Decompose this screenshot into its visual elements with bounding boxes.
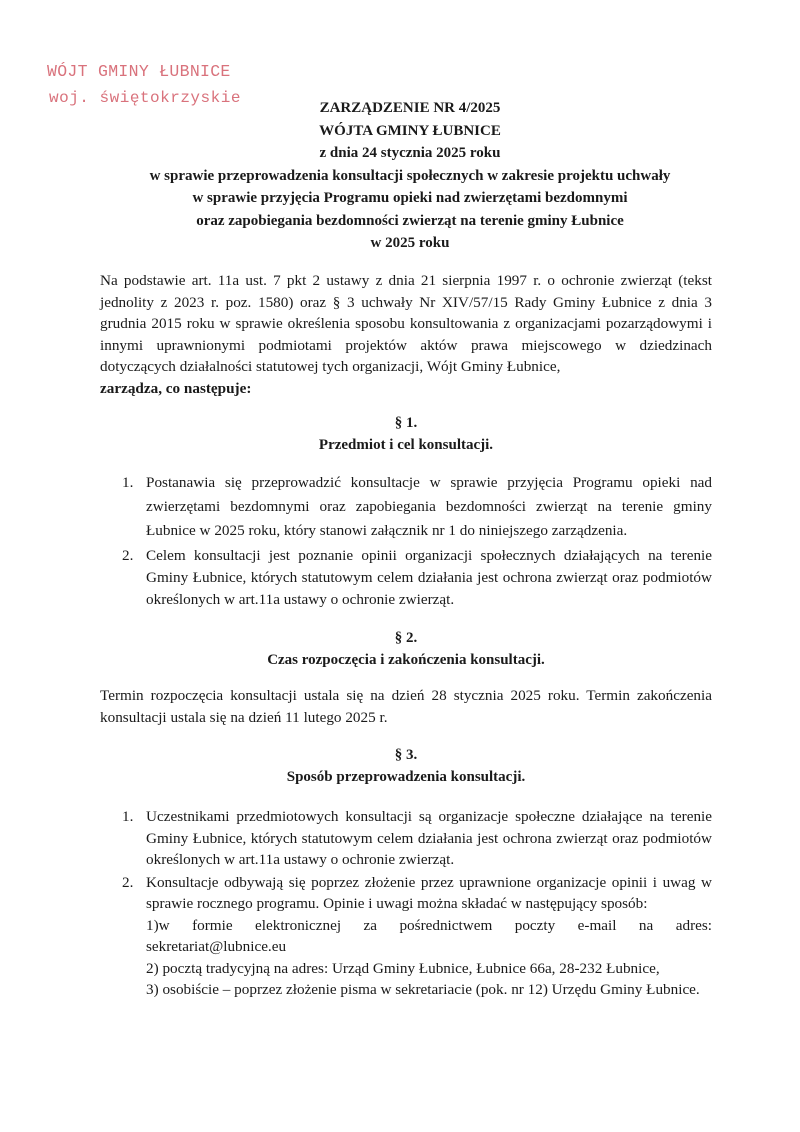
list-item-text: Uczestnikami przedmiotowych konsultacji są organizacje społeczne działające na terenie Gminy Łubnice, których statutowym celem działania jest ochrona zwierząt oraz podmiotów określonych w art.11a ustawy o ochronie zwierząt. xyxy=(146,808,712,868)
preamble xyxy=(100,270,712,399)
section-1-header xyxy=(100,412,712,456)
list-item-number: 2. xyxy=(122,547,134,564)
title-line: WÓJTA GMINY ŁUBNICE xyxy=(319,122,501,139)
section-2-heading: Czas rozpoczęcia i zakończenia konsultacji. xyxy=(267,652,545,668)
title-line: ZARZĄDZENIE NR 4/2025 xyxy=(319,100,501,116)
section-1-heading: Przedmiot i cel konsultacji. xyxy=(318,437,494,453)
method-email-address: sekretariat@lubnice.eu xyxy=(146,938,287,955)
title-line: oraz zapobiegania bezdomności zwierząt na terenie gminy Łubnice xyxy=(196,212,624,229)
list-item-text: Konsultacje odbywają się poprzez złożenie przez uprawnione organizacje opinii i uwag w sprawie rocznego programu. Opinie i uwagi można składać w następujący sposób: xyxy=(146,873,712,912)
method-email: 1)w formie elektronicznej za pośrednictwem poczty e-mail na adres: xyxy=(146,916,712,934)
title-line: w sprawie przyjęcia Programu opieki nad zwierzętami bezdomnymi xyxy=(192,190,628,206)
title-line: w 2025 roku xyxy=(370,235,450,251)
method-post: 2) pocztą tradycyjną na adres: Urząd Gminy Łubnice, Łubnice 66a, 28-232 Łubnice, xyxy=(146,959,660,977)
list-item-text: Celem konsultacji jest poznanie opinii organizacji społecznych działających na terenie Gminy Łubnice, których statutowym celem działania jest ochrona zwierząt oraz podmiotów określonych w art.11a ustawy o ochronie zwierząt. xyxy=(146,547,712,608)
section-3-list xyxy=(100,806,712,1001)
list-item-number: 2. xyxy=(122,873,134,891)
stamp-line-office: WÓJT GMINY ŁUBNICE xyxy=(47,62,231,81)
section-3-heading: Sposób przeprowadzenia konsultacji. xyxy=(286,769,526,785)
section-3-header xyxy=(100,744,712,788)
preamble-closing: zarządza, co następuje: xyxy=(100,379,252,397)
list-item xyxy=(100,872,712,1001)
document-title xyxy=(110,97,710,255)
section-1-number: § 1. xyxy=(394,415,418,431)
section-2-text: Termin rozpoczęcia konsultacji ustala się na dzień 28 stycznia 2025 roku. Termin zakończenia konsultacji ustala się na dzień 11 lutego 2025 r. xyxy=(100,687,712,726)
section-3-number: § 3. xyxy=(394,747,418,763)
list-item xyxy=(100,471,712,543)
list-item-text: Postanawia się przeprowadzić konsultacje w sprawie przyjęcia Programu opieki nad zwierzętami bezdomnymi oraz zapobiegania bezdomności zwierząt na terenie gminy Łubnice w 2025 roku, który stanowi załącznik nr 1 do niniejszego zarządzenia. xyxy=(146,474,712,539)
section-2-header xyxy=(100,627,712,671)
list-item-number: 1. xyxy=(122,808,134,825)
list-item xyxy=(100,806,712,871)
submission-methods xyxy=(146,915,712,1001)
list-item xyxy=(100,545,712,611)
method-in-person: 3) osobiście – poprzez złożenie pisma w sekretariacie (pok. nr 12) Urzędu Gminy Łubnice. xyxy=(146,981,700,998)
title-line: w sprawie przeprowadzenia konsultacji społecznych w zakresie projektu uchwały xyxy=(149,167,671,184)
title-line: z dnia 24 stycznia 2025 roku xyxy=(319,145,501,161)
list-item-number: 1. xyxy=(122,474,134,491)
section-2-number: § 2. xyxy=(394,630,418,646)
section-1-list xyxy=(100,471,712,611)
preamble-text: Na podstawie art. 11a ust. 7 pkt 2 ustawy z dnia 21 sierpnia 1997 r. o ochronie zwierząt (tekst jednolity z 2023 r. poz. 1580) oraz § 3 uchwały Nr XIV/57/15 Rady Gminy Łubnice z dnia 3 grudnia 2015 roku w sprawie określenia sposobu konsultowania z organizacjami pozarządowymi i innymi uprawnionymi podmiotami projektów aktów prawa miejscowego w dziedzinach dotyczących działalności statutowej tych organizacji, Wójt Gminy Łubnice, xyxy=(100,272,712,375)
stamp-line-voivodeship: woj. świętokrzyskie xyxy=(49,89,241,107)
